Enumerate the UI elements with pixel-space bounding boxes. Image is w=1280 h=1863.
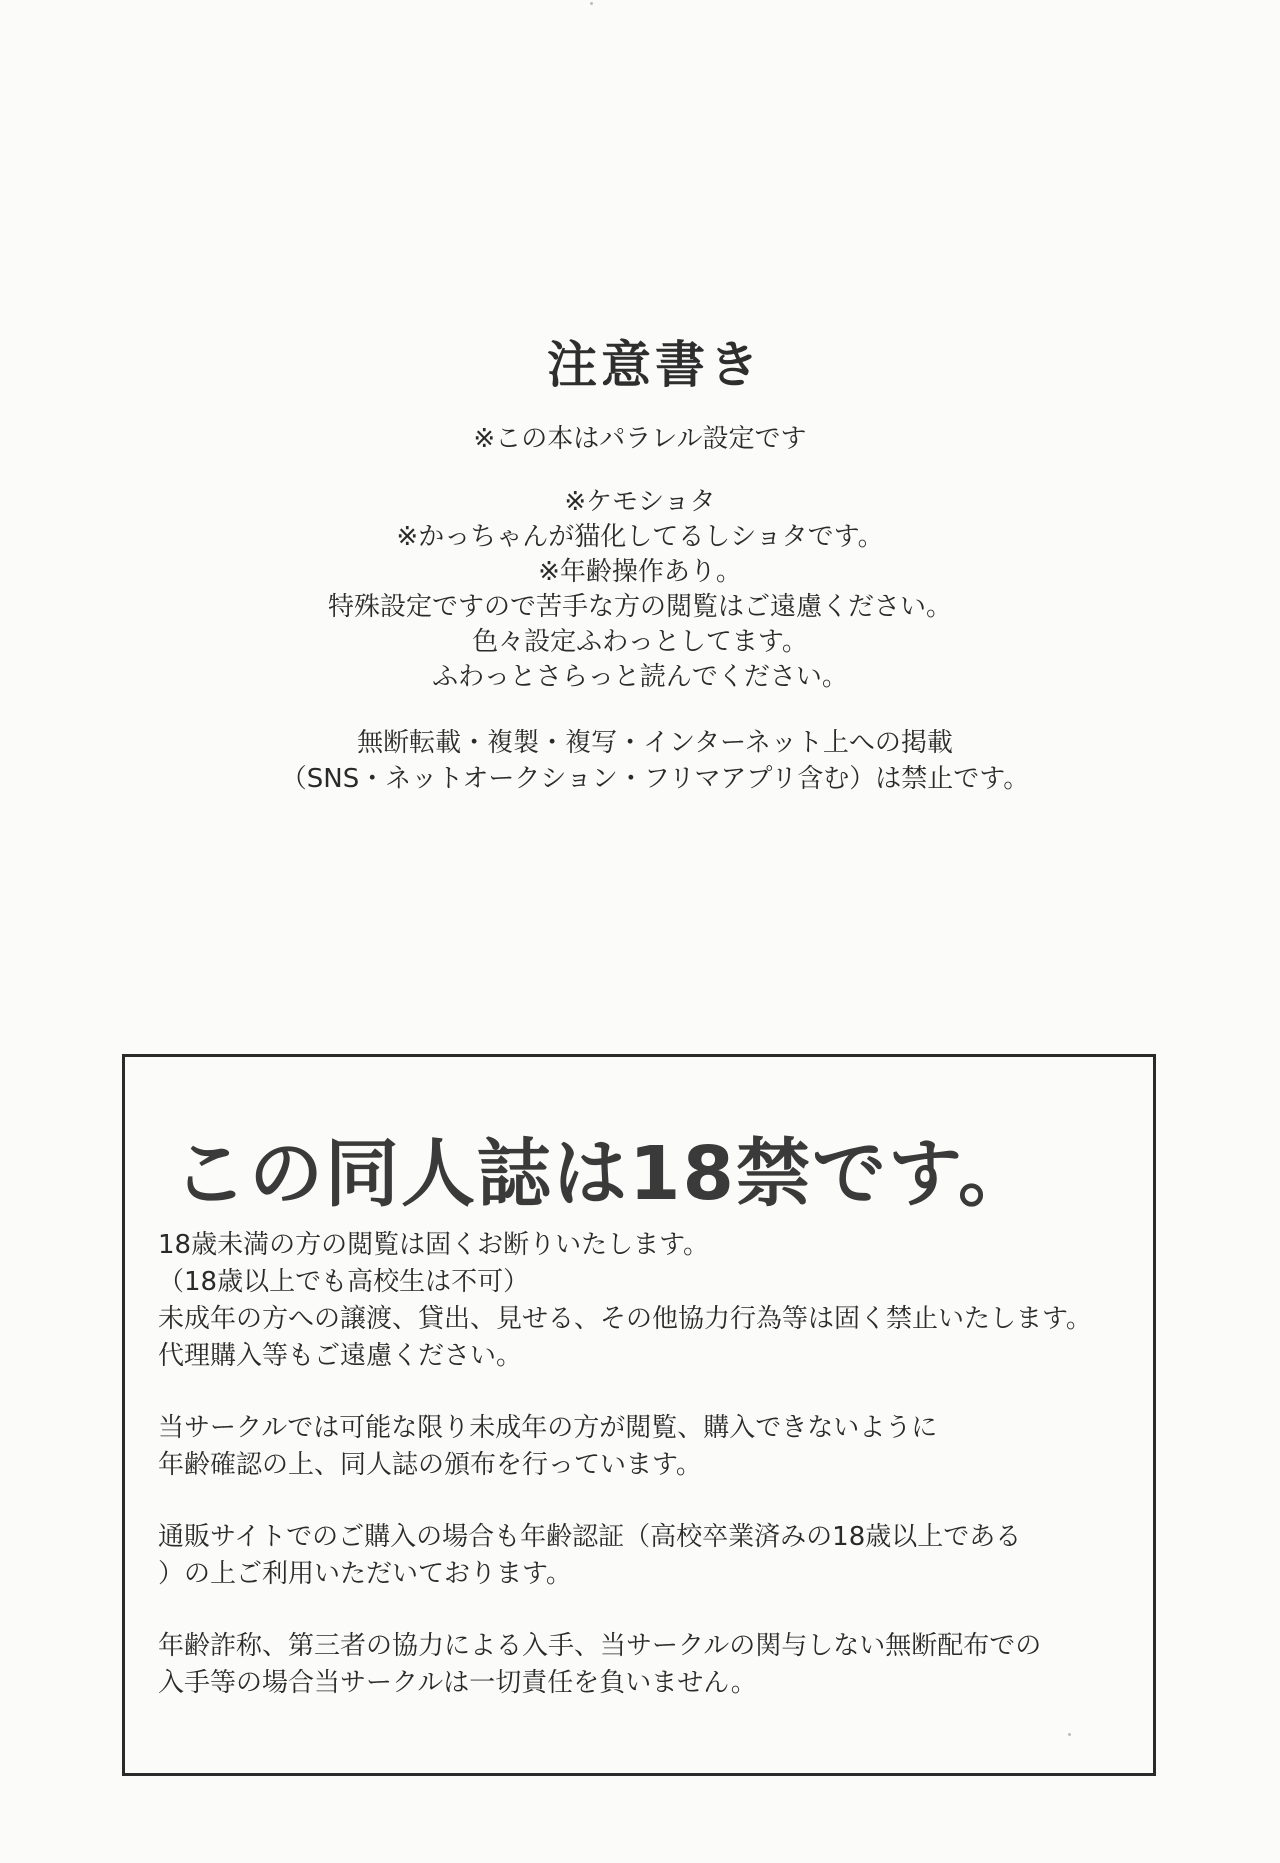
age-line: 当サークルでは可能な限り未成年の方が閲覧、購入できないように <box>158 1413 938 1443</box>
spacer <box>158 1484 1138 1519</box>
spacer <box>158 1593 1138 1628</box>
notice-line-parallel: ※この本はパラレル設定です <box>473 424 807 454</box>
age-line: 入手等の場合当サークルは一切責任を負いません。 <box>158 1668 757 1698</box>
age-line: 18歳未満の方の閲覧は固くお断りいたします。 <box>158 1230 710 1260</box>
age-line: 未成年の方への譲渡、貸出、見せる、その他協力行為等は固く禁止いたします。 <box>158 1304 1092 1334</box>
age-line: （18歳以上でも高校生は不可） <box>158 1267 530 1297</box>
rights-line-prohibited: 無断転載・複製・複写・インターネット上への掲載 <box>357 728 953 758</box>
spacer <box>0 695 1280 725</box>
age-line: 年齢詐称、第三者の協力による入手、当サークルの関与しない無断配布での <box>158 1631 1042 1661</box>
notice-line-kemoshota: ※ケモショタ <box>564 487 716 517</box>
age-restriction-headline: この同人誌は18禁です。 <box>173 1131 1035 1217</box>
rights-line-includes: （SNS・ネットオークション・フリマアプリ含む）は禁止です。 <box>280 764 1030 794</box>
spacer <box>0 457 1280 485</box>
age-restriction-body <box>158 1227 1138 1702</box>
age-line: 年齢確認の上、同人誌の頒布を行っています。 <box>158 1450 702 1480</box>
age-line: ）の上ご利用いただいております。 <box>158 1559 572 1589</box>
notice-line-special-setting: 特殊設定ですので苦手な方の閲覧はご遠慮ください。 <box>327 592 952 622</box>
notice-title: 注意書き <box>547 336 763 394</box>
age-restriction-box <box>122 1054 1156 1776</box>
notice-section <box>0 330 1280 797</box>
spacer <box>158 1375 1138 1410</box>
notice-line-read-lightly: ふわっとさらっと読んでください。 <box>432 662 848 692</box>
notice-line-loose-setting: 色々設定ふわっとしてます。 <box>472 627 808 657</box>
notice-line-age-change: ※年齢操作あり。 <box>538 557 742 587</box>
age-line: 代理購入等もご遠慮ください。 <box>158 1341 523 1371</box>
paper-speck <box>590 2 593 5</box>
notice-line-cat: ※かっちゃんが猫化してるしショタです。 <box>396 522 884 552</box>
age-line: 通販サイトでのご購入の場合も年齢認証（高校卒業済みの18歳以上である <box>158 1522 1022 1552</box>
